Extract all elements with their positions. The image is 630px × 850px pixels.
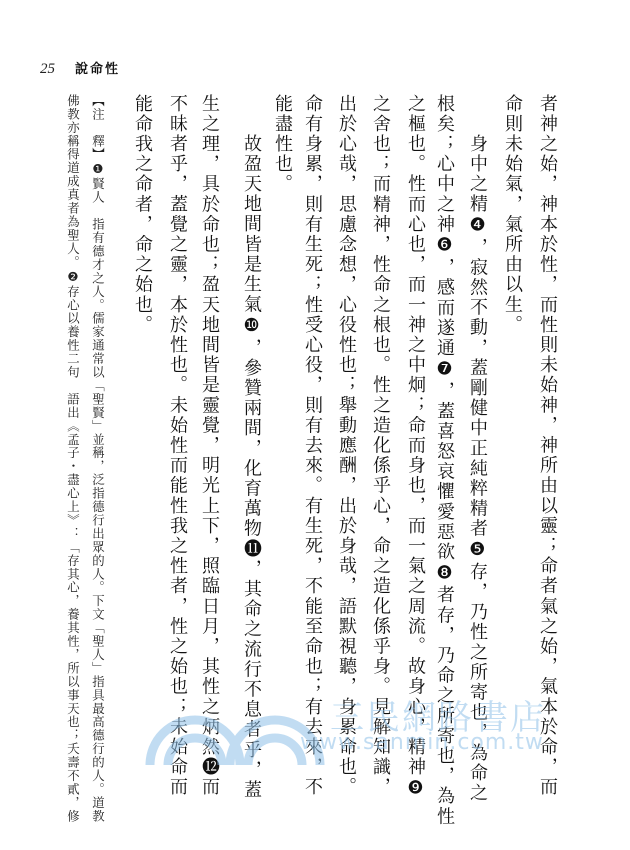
text-column-3: 身中之精❹，寂然不動，蓋剛健中正純粹精者❺存，乃性之所寄也，為命之 — [467, 134, 488, 804]
text-column-5: 之樞也。性而心也，而一神之中炯；命而身也，而一氣之周流。故身心，精神❾ — [405, 94, 426, 801]
running-title: 說命性 — [75, 62, 121, 77]
text-column-12: 不昧者乎，蓋覺之靈，本於性也。未始性而能性我之性者，性之始也；未始命而 — [167, 94, 188, 798]
note-column-2: 佛教亦稱得道成真者為聖人。❷存心以養性二句 語出《孟子・盡心上》：「存其心，養其性，所以事天也；夭壽不貳，修 — [65, 94, 81, 823]
text-column-1: 者神之始，神本於性，而性則未始神，神所由以靈；命者氣之始，氣本於命，而 — [537, 94, 558, 798]
watermark-text: 三民網路書店 — [330, 698, 546, 738]
text-column-9: 能盡性也。 — [272, 94, 293, 195]
text-column-6: 之舍也；而精神，性命之根也。性之造化係乎心，命之造化係乎身。見解知識， — [370, 94, 391, 798]
page-header — [40, 58, 120, 78]
note-column-1: 【注 釋】❶賢人 指有德才之人。儒家通常以「聖賢」並稱，泛指德行出眾的人。下文「聖人」指具最高德行的人。道教 — [90, 94, 106, 823]
text-column-4: 根矣；心中之神❻，感而遂通❼，蓋喜怒哀懼愛惡欲❽者存，乃命之所寄也，為性 — [434, 94, 455, 827]
text-column-11: 生之理，具於命也；盈天地間皆是靈覺，明光上下，照臨日月，其性之炳然⓬而 — [199, 94, 220, 798]
text-column-10: 故盈天地間皆是生氣❿，參贊兩間，化育萬物⓫，其命之流行不息者乎，蓋 — [241, 134, 262, 801]
page-number: 25 — [40, 61, 55, 77]
text-column-13: 能命我之命者，命之始也。 — [132, 94, 153, 336]
text-column-7: 出於心哉，思慮念想，心役性也；舉動應酬，出於身哉，語默視聽，身累命也。 — [336, 94, 357, 798]
text-column-2: 命則未始氣，氣所由以生。 — [502, 94, 523, 336]
text-column-8: 命有身累，則有生死；性受心役，則有去來。有生死，不能至命也；有去來，不 — [302, 94, 323, 798]
watermark-url: www.sanmin.com.tw — [300, 730, 544, 755]
